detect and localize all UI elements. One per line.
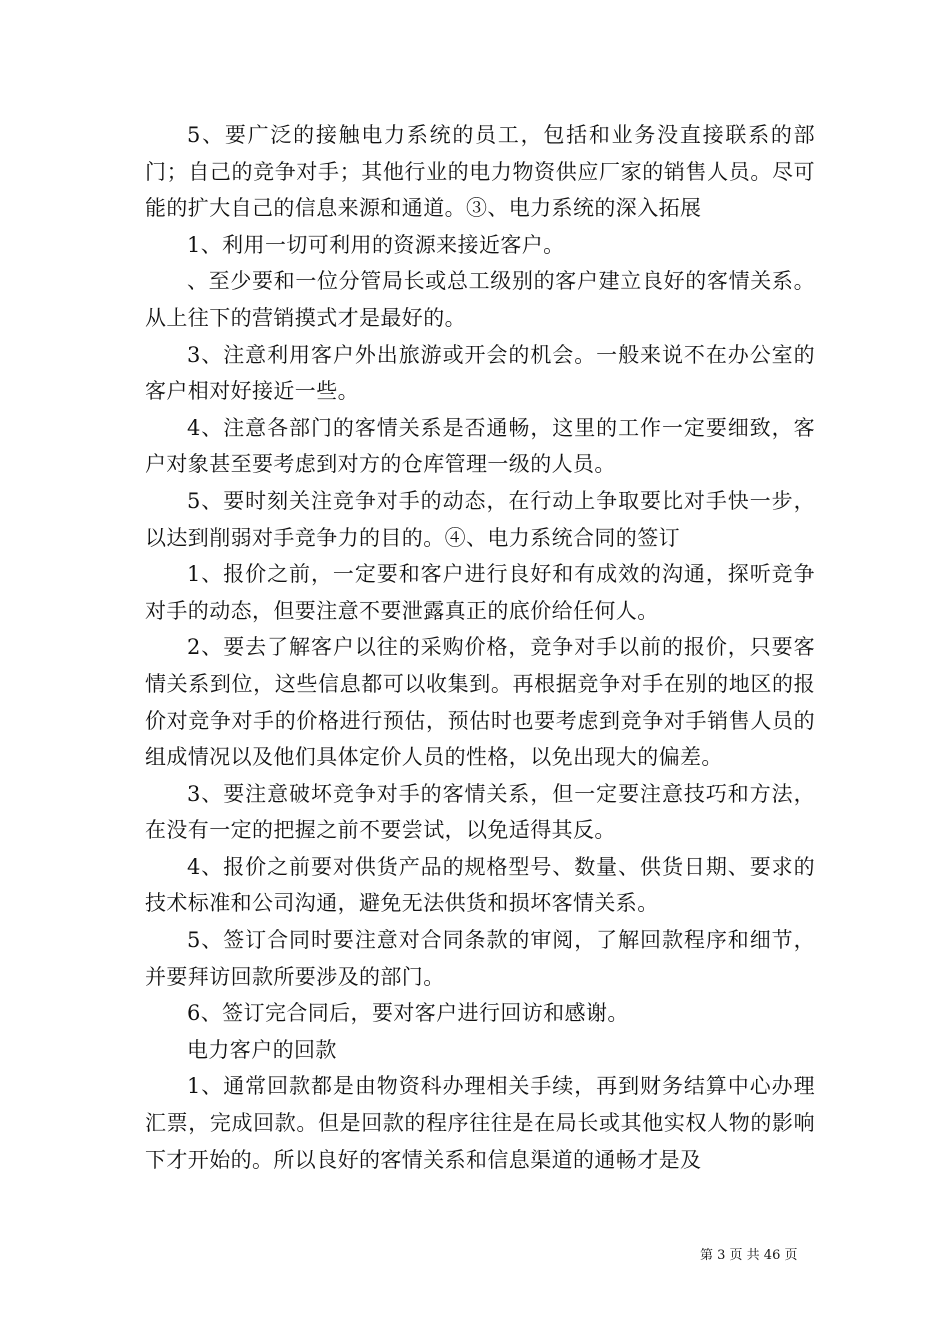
paragraph: 3、要注意破坏竞争对手的客情关系，但一定要注意技巧和方法，在没有一定的把握之前不要尝试，以免适得其反。 bbox=[145, 781, 815, 843]
paragraph: 5、要广泛的接触电力系统的员工，包括和业务没直接联系的部门；自己的竞争对手；其他行业的电力物资供应厂家的销售人员。尽可能的扩大自己的信息来源和通道。③、电力系统的深入拓展 bbox=[145, 123, 815, 221]
section-heading: 电力客户的回款 bbox=[187, 1037, 337, 1062]
paragraph: 5、要时刻关注竞争对手的动态，在行动上争取要比对手快一步，以达到削弱对手竞争力的目的。④、电力系统合同的签订 bbox=[145, 488, 815, 550]
paragraph: 4、报价之前要对供货产品的规格型号、数量、供货日期、要求的技术标准和公司沟通，避免无法供货和损坏客情关系。 bbox=[145, 854, 815, 916]
page-number-footer: 第 3 页 共 46 页 bbox=[700, 1248, 798, 1263]
paragraph: 1、通常回款都是由物资科办理相关手续，再到财务结算中心办理汇票，完成回款。但是回款的程序往往是在局长或其他实权人物的影响下才开始的。所以良好的客情关系和信息渠道的通畅才是及 bbox=[145, 1074, 815, 1172]
paragraph: 4、注意各部门的客情关系是否通畅，这里的工作一定要细致，客户对象甚至要考虑到对方的仓库管理一级的人员。 bbox=[145, 415, 815, 477]
paragraph: 1、报价之前，一定要和客户进行良好和有成效的沟通，探听竞争对手的动态，但要注意不要泄露真正的底价给任何人。 bbox=[145, 562, 815, 623]
document-body bbox=[145, 117, 815, 1178]
paragraph: 6、签订完合同后，要对客户进行回访和感谢。 bbox=[187, 1001, 629, 1026]
paragraph: 5、签订合同时要注意对合同条款的审阅，了解回款程序和细节，并要拜访回款所要涉及的部门。 bbox=[145, 928, 815, 989]
paragraph: 、至少要和一位分管局长或总工级别的客户建立良好的客情关系。从上往下的营销摸式才是最好的。 bbox=[145, 269, 815, 330]
paragraph: 2、要去了解客户以往的采购价格，竞争对手以前的报价，只要客情关系到位，这些信息都可以收集到。再根据竞争对手在别的地区的报价对竞争对手的价格进行预估，预估时也要考虑到竞争对手销售人员的组成情况以及他们具体定价人员的性格，以免出现大的偏差。 bbox=[145, 635, 815, 770]
paragraph: 3、注意利用客户外出旅游或开会的机会。一般来说不在办公室的客户相对好接近一些。 bbox=[145, 342, 815, 404]
paragraph: 1、利用一切可利用的资源来接近客户。 bbox=[187, 232, 565, 257]
